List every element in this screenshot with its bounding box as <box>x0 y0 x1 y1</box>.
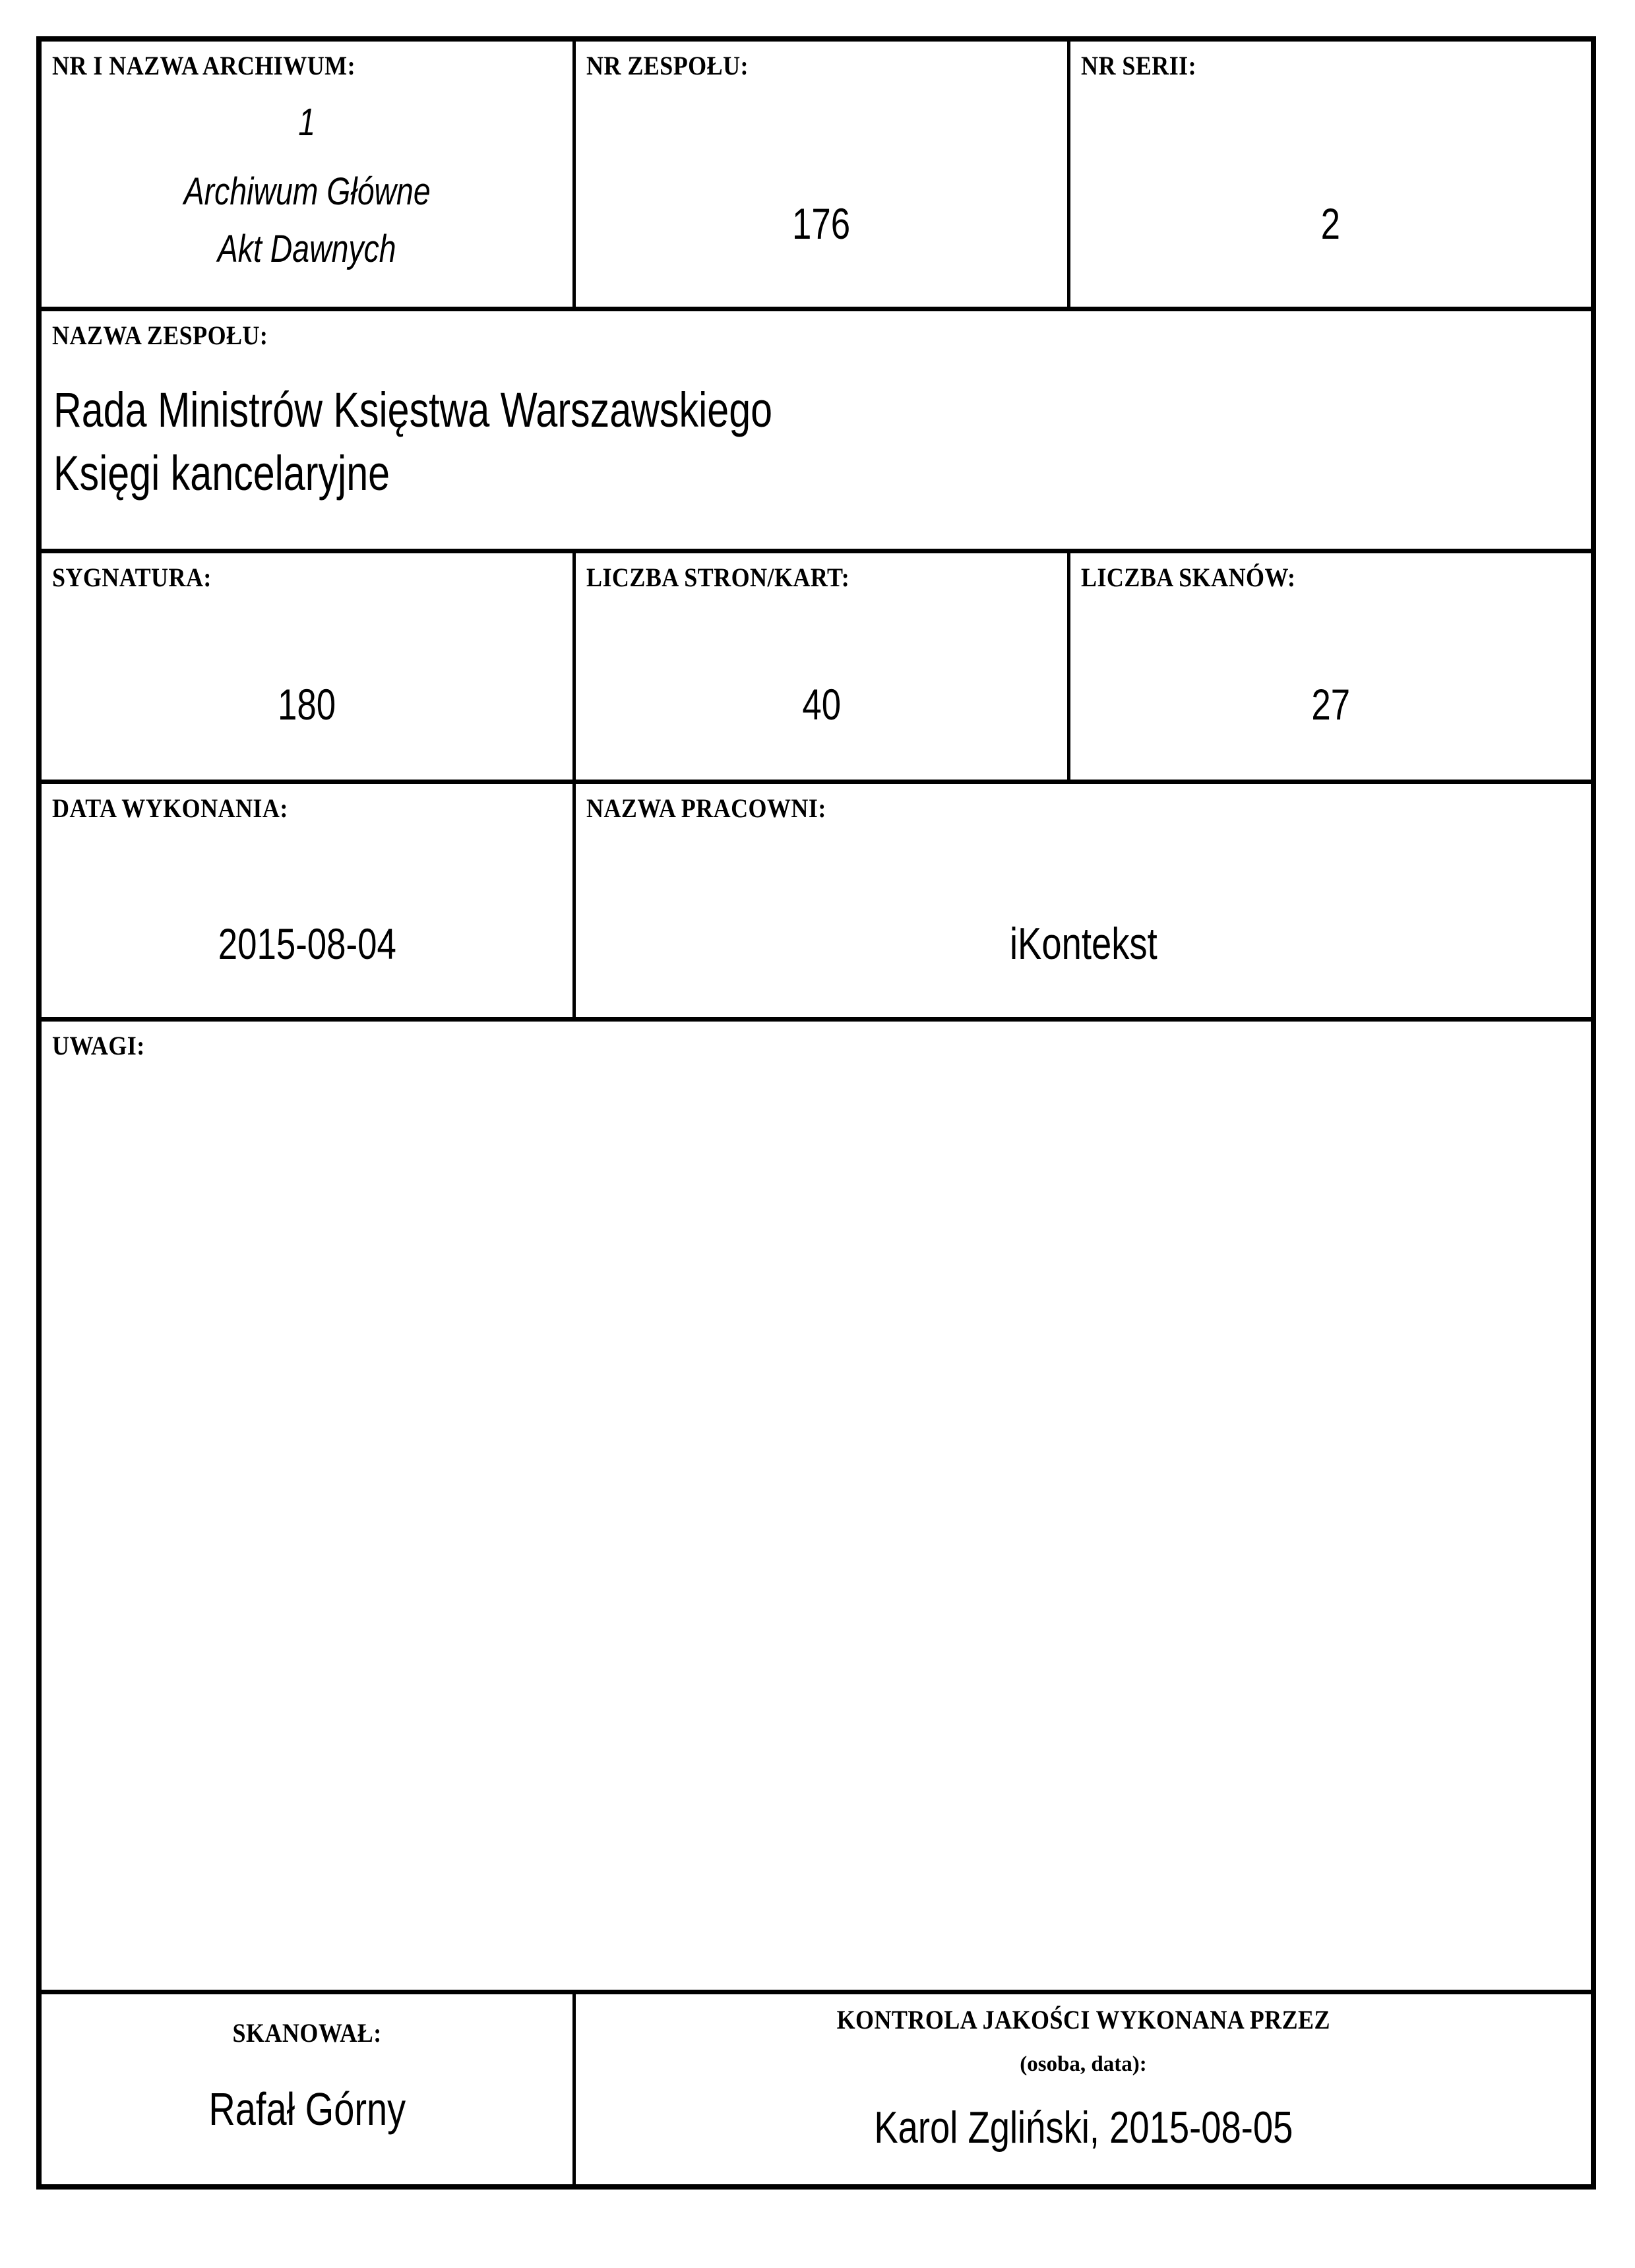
signature-label: SYGNATURA: <box>52 563 212 592</box>
scans-count-value: 27 <box>1311 680 1350 729</box>
metadata-form-table <box>36 36 1596 2190</box>
row-fonds-name <box>42 307 1591 549</box>
scans-count-label: LICZBA SKANÓW: <box>1081 563 1296 592</box>
archive-label: NR I NAZWA ARCHIWUM: <box>52 51 356 80</box>
signature-cell <box>42 553 572 780</box>
signature-value: 180 <box>278 680 336 729</box>
scans-count-cell <box>1067 553 1591 780</box>
remarks-cell <box>42 1022 1591 1990</box>
pages-count-value: 40 <box>802 680 841 729</box>
quality-control-cell <box>572 1994 1591 2184</box>
scan-date-value: 2015-08-04 <box>218 919 396 968</box>
remarks-value <box>42 1061 1591 1990</box>
fonds-number-value: 176 <box>792 199 851 248</box>
row-execution <box>42 780 1591 1017</box>
scans-count-value-wrap <box>1070 593 1591 780</box>
scanned-by-label: SKANOWAŁ: <box>232 2018 382 2048</box>
archive-name-line1: Archiwum Główne <box>183 169 431 213</box>
scan-date-label: DATA WYKONANIA: <box>52 793 288 823</box>
archive-name-line2: Akt Dawnych <box>218 227 396 270</box>
archive-value <box>42 100 572 278</box>
fonds-number-cell <box>572 42 1067 307</box>
series-number-value-wrap <box>1070 81 1591 307</box>
fonds-name-value <box>42 379 1591 505</box>
quality-control-label: KONTROLA JAKOŚCI WYKONANA PRZEZ <box>836 2005 1330 2035</box>
fonds-number-label: NR ZESPOŁU: <box>586 51 749 80</box>
fonds-number-value-wrap <box>576 81 1067 307</box>
pages-count-cell <box>572 553 1067 780</box>
scan-date-cell <box>42 784 572 1017</box>
row-remarks <box>42 1017 1591 1990</box>
signature-value-wrap <box>42 593 572 780</box>
pages-count-value-wrap <box>576 593 1067 780</box>
row-counts <box>42 549 1591 780</box>
scan-date-value-wrap <box>42 824 572 1017</box>
archive-cell <box>42 42 572 307</box>
fonds-name-line2: Księgi kancelaryjne <box>53 446 390 501</box>
fonds-name-line1: Rada Ministrów Księstwa Warszawskiego <box>53 383 773 437</box>
scanned-by-cell <box>42 1994 572 2184</box>
row-archive-info <box>42 42 1591 307</box>
scanned-by-value: Rafał Górny <box>208 2083 406 2135</box>
studio-label: NAZWA PRACOWNI: <box>586 793 826 823</box>
quality-control-value: Karol Zgliński, 2015-08-05 <box>873 2102 1293 2153</box>
series-number-label: NR SERII: <box>1081 51 1197 80</box>
row-signatures <box>42 1990 1591 2184</box>
studio-cell <box>572 784 1591 1017</box>
remarks-label: UWAGI: <box>52 1031 145 1060</box>
fonds-name-cell <box>42 311 1591 549</box>
series-number-value: 2 <box>1320 199 1341 248</box>
quality-control-value-wrap <box>576 2102 1591 2153</box>
series-number-cell <box>1067 42 1591 307</box>
studio-value-wrap <box>576 824 1591 1017</box>
scanned-by-value-wrap <box>42 2083 572 2135</box>
pages-count-label: LICZBA STRON/KART: <box>586 563 850 592</box>
studio-value: iKontekst <box>1009 918 1157 969</box>
quality-control-sublabel: (osoba, data): <box>1020 2052 1147 2076</box>
fonds-name-label: NAZWA ZESPOŁU: <box>52 321 268 350</box>
archive-number: 1 <box>298 101 316 144</box>
